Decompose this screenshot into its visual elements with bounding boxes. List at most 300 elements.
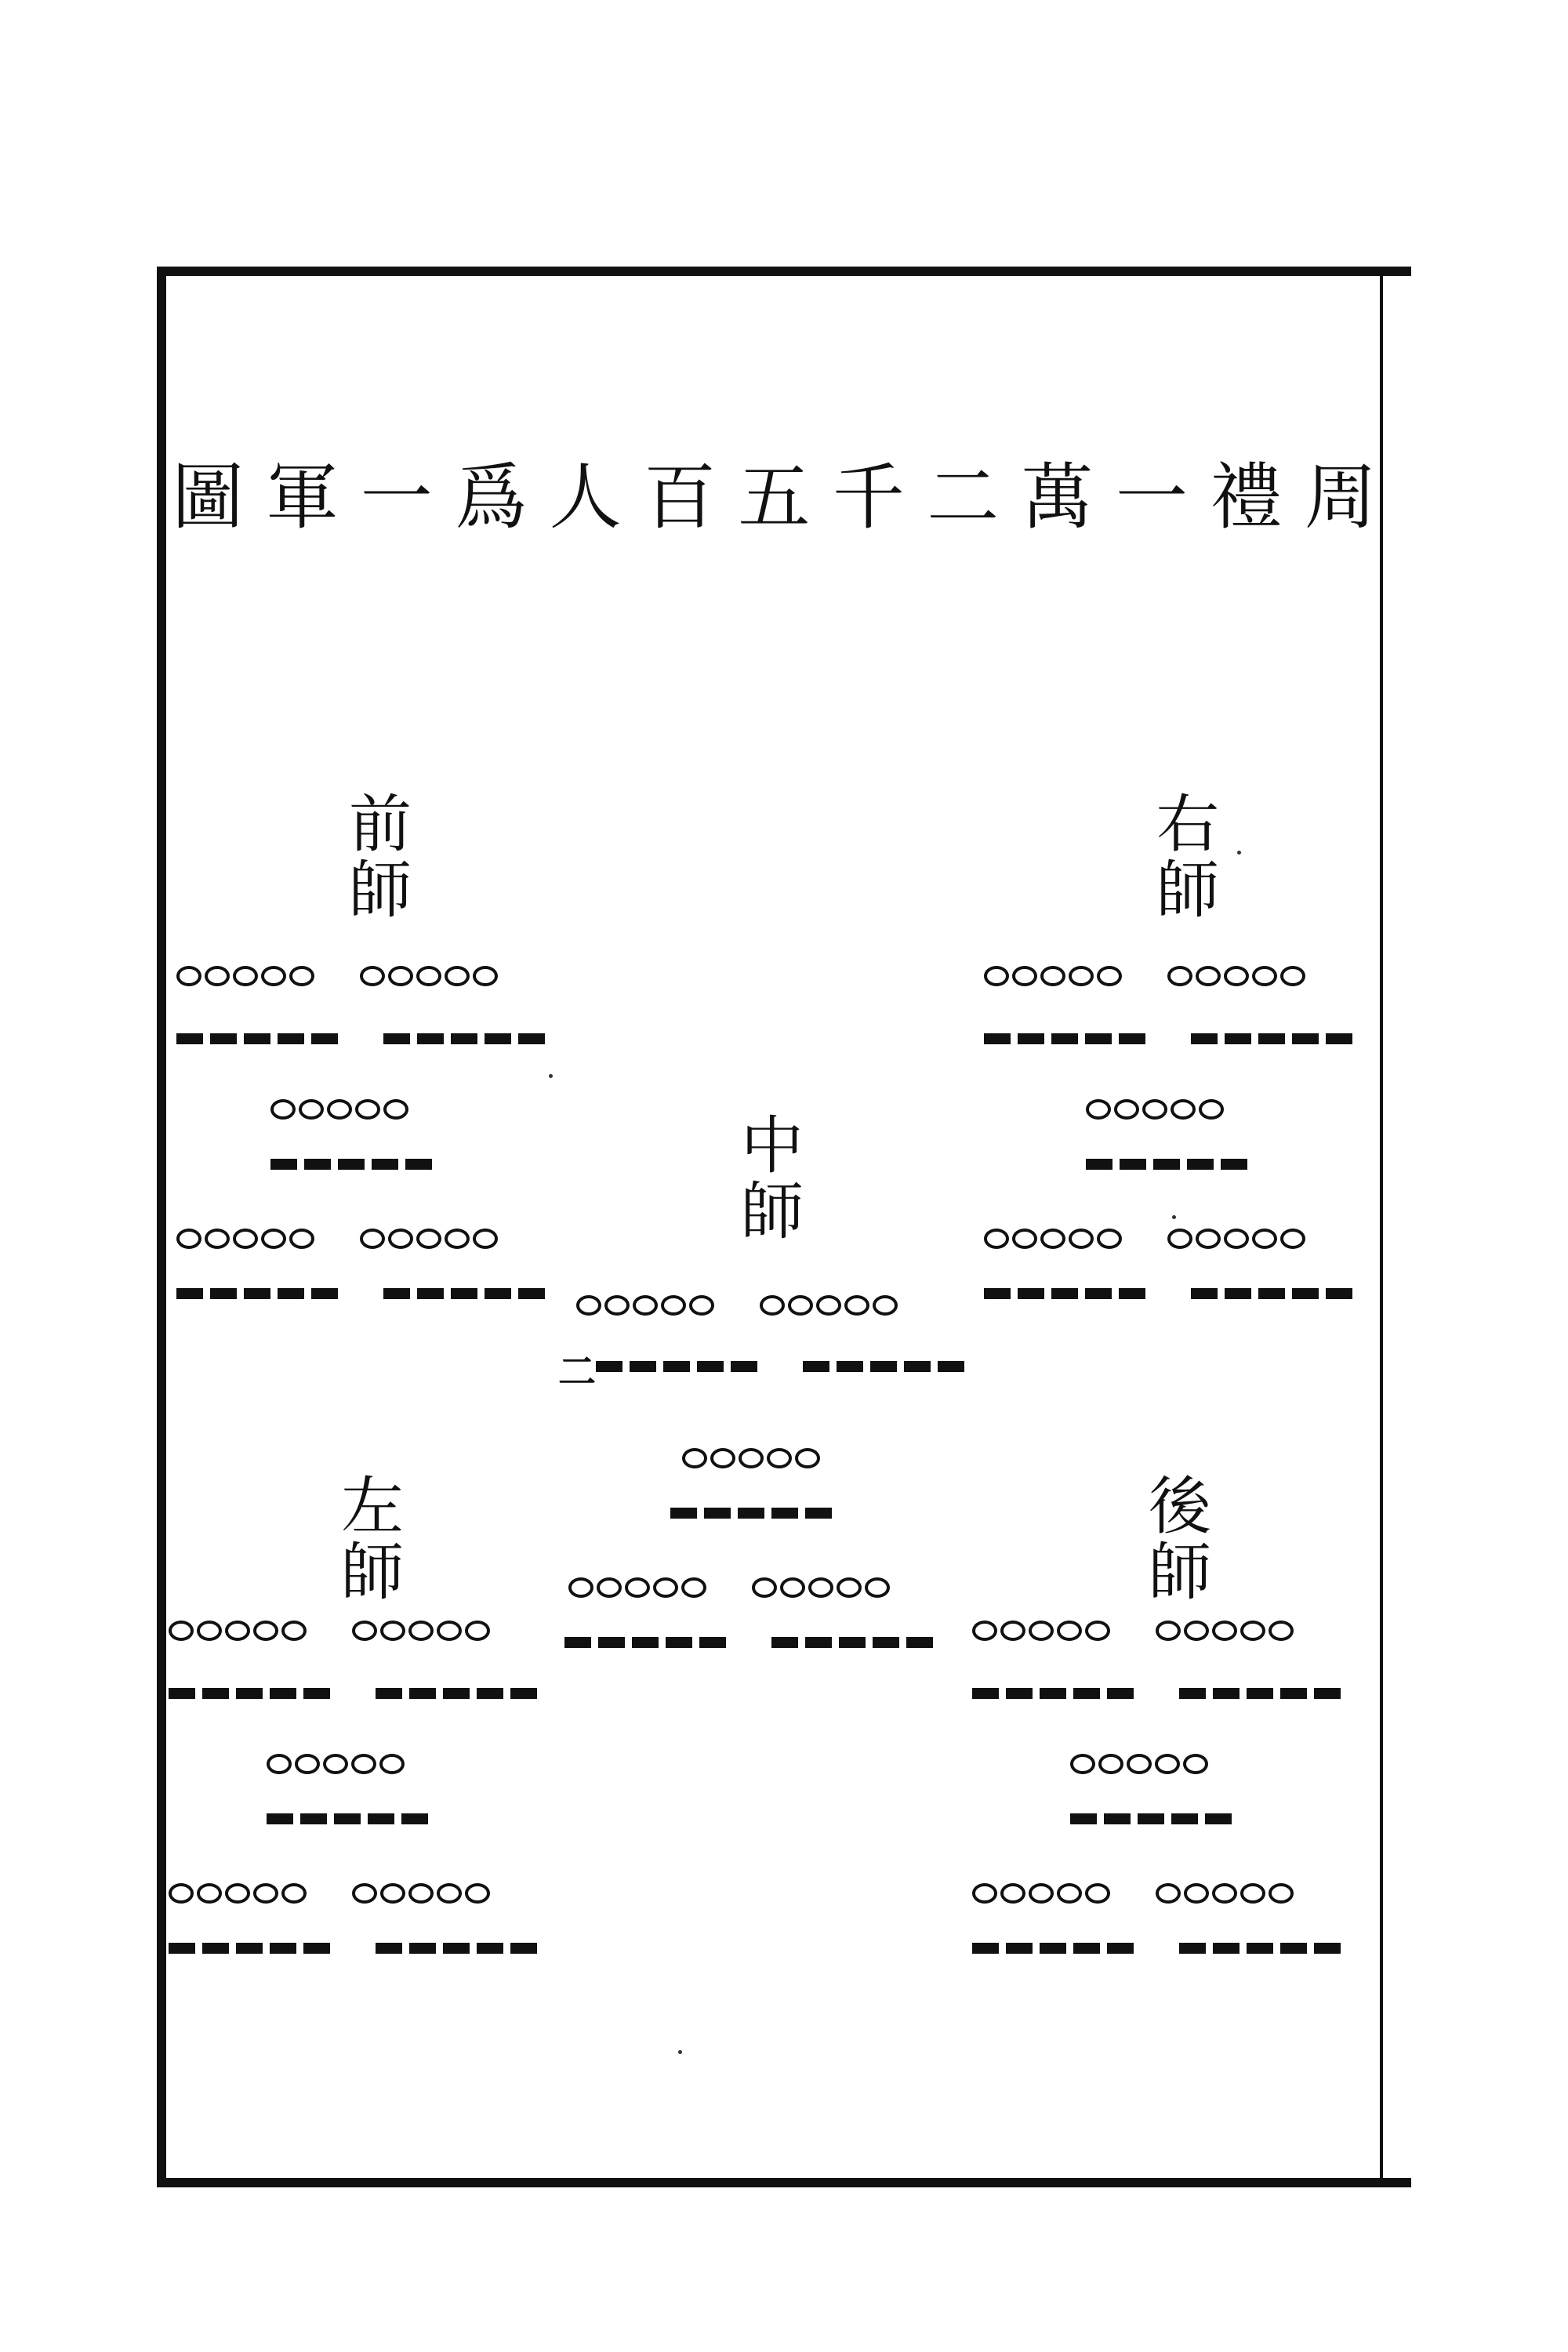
- soldier-dash-group: [972, 1943, 1134, 1954]
- soldier-circle-icon: [380, 1883, 405, 1904]
- soldier-circle-icon: [289, 966, 314, 986]
- soldier-dash-icon: [376, 1688, 402, 1699]
- soldier-dash-icon: [244, 1033, 270, 1044]
- soldier-circle-icon: [1040, 1229, 1065, 1249]
- soldier-circle-icon: [261, 966, 286, 986]
- soldier-circle-icon: [1029, 1621, 1054, 1641]
- soldier-dash-icon: [338, 1159, 365, 1170]
- soldier-dash-group: [984, 1033, 1145, 1044]
- dash-row: [1070, 1799, 1232, 1838]
- soldier-circle-icon: [844, 1295, 869, 1316]
- soldier-dash-icon: [303, 1688, 330, 1699]
- circle-row: [176, 956, 498, 996]
- title-char: 五: [738, 456, 811, 539]
- soldier-dash-group: [1179, 1688, 1341, 1699]
- soldier-dash-group: [564, 1637, 726, 1648]
- soldier-circle-icon: [1155, 1754, 1180, 1774]
- soldier-dash-icon: [1205, 1813, 1232, 1824]
- soldier-dash-icon: [839, 1637, 866, 1648]
- soldier-circle-group: [984, 966, 1122, 986]
- soldier-circle-icon: [197, 1621, 222, 1641]
- soldier-dash-icon: [477, 1943, 503, 1954]
- soldier-dash-icon: [443, 1688, 470, 1699]
- page-frame-right-rule: [1380, 276, 1383, 2178]
- soldier-circle-icon: [360, 1229, 385, 1249]
- soldier-circle-icon: [225, 1883, 250, 1904]
- soldier-dash-icon: [1086, 1159, 1112, 1170]
- circle-row: [267, 1744, 405, 1784]
- soldier-dash-icon: [1225, 1033, 1251, 1044]
- soldier-circle-icon: [295, 1754, 320, 1774]
- soldier-circle-icon: [795, 1448, 820, 1468]
- soldier-circle-icon: [1196, 966, 1221, 986]
- soldier-circle-icon: [1240, 1621, 1265, 1641]
- title-char: 一: [1116, 456, 1189, 539]
- soldier-circle-icon: [1199, 1099, 1224, 1120]
- soldier-dash-icon: [485, 1033, 511, 1044]
- soldier-circle-icon: [233, 1229, 258, 1249]
- soldier-dash-icon: [510, 1688, 537, 1699]
- soldier-circle-icon: [352, 1621, 377, 1641]
- circle-row: [568, 1568, 890, 1607]
- soldier-dash-icon: [1314, 1688, 1341, 1699]
- soldier-dash-icon: [169, 1943, 195, 1954]
- soldier-dash-icon: [368, 1813, 394, 1824]
- soldier-dash-icon: [805, 1637, 832, 1648]
- soldier-circle-icon: [1114, 1099, 1139, 1120]
- soldier-dash-icon: [938, 1361, 964, 1372]
- soldier-circle-group: [267, 1754, 405, 1774]
- soldier-dash-icon: [1040, 1943, 1066, 1954]
- soldier-circle-group: [760, 1295, 898, 1316]
- soldier-circle-icon: [1171, 1099, 1196, 1120]
- dash-row: [270, 1145, 432, 1184]
- soldier-dash-group: [1191, 1033, 1352, 1044]
- soldier-circle-group: [972, 1883, 1110, 1904]
- dash-row: [1086, 1145, 1247, 1184]
- soldier-dash-icon: [984, 1288, 1011, 1299]
- title-char: 人: [549, 456, 622, 539]
- soldier-circle-icon: [780, 1577, 805, 1598]
- soldier-circle-icon: [267, 1754, 292, 1774]
- front-label-char: 師: [349, 854, 412, 927]
- dash-row: [169, 1929, 537, 1968]
- soldier-dash-icon: [771, 1508, 798, 1519]
- soldier-circle-group: [984, 1229, 1122, 1249]
- circle-row: [984, 1219, 1305, 1258]
- soldier-dash-icon: [1280, 1943, 1307, 1954]
- soldier-dash-icon: [311, 1288, 338, 1299]
- soldier-circle-icon: [205, 966, 230, 986]
- soldier-circle-icon: [205, 1229, 230, 1249]
- soldier-circle-icon: [1057, 1883, 1082, 1904]
- title-char: 禮: [1210, 456, 1283, 539]
- soldier-circle-icon: [169, 1621, 194, 1641]
- soldier-circle-icon: [299, 1099, 324, 1120]
- soldier-dash-icon: [1247, 1943, 1273, 1954]
- soldier-circle-icon: [984, 966, 1009, 986]
- diagram-title: [169, 447, 1380, 549]
- soldier-circle-icon: [1070, 1754, 1095, 1774]
- soldier-dash-group: [1086, 1159, 1247, 1170]
- soldier-dash-icon: [300, 1813, 327, 1824]
- soldier-circle-icon: [752, 1577, 777, 1598]
- soldier-circle-icon: [408, 1883, 434, 1904]
- soldier-circle-icon: [1252, 966, 1277, 986]
- ink-speck: [1172, 1215, 1176, 1219]
- soldier-dash-icon: [1073, 1943, 1100, 1954]
- soldier-dash-icon: [1292, 1288, 1319, 1299]
- soldier-circle-group: [352, 1883, 490, 1904]
- soldier-dash-icon: [210, 1033, 237, 1044]
- soldier-dash-icon: [1107, 1688, 1134, 1699]
- soldier-dash-icon: [278, 1288, 304, 1299]
- soldier-dash-icon: [1107, 1943, 1134, 1954]
- soldier-dash-icon: [417, 1033, 444, 1044]
- soldier-dash-icon: [303, 1943, 330, 1954]
- soldier-circle-icon: [327, 1099, 352, 1120]
- soldier-circle-icon: [1097, 1229, 1122, 1249]
- soldier-dash-icon: [870, 1361, 897, 1372]
- soldier-circle-icon: [604, 1295, 630, 1316]
- soldier-circle-icon: [445, 1229, 470, 1249]
- soldier-circle-icon: [808, 1577, 833, 1598]
- soldier-circle-icon: [233, 966, 258, 986]
- soldier-dash-group: [383, 1033, 545, 1044]
- soldier-circle-icon: [689, 1295, 714, 1316]
- soldier-dash-group: [376, 1943, 537, 1954]
- soldier-circle-icon: [1196, 1229, 1221, 1249]
- title-char: 一: [360, 456, 433, 539]
- soldier-dash-icon: [1104, 1813, 1131, 1824]
- soldier-circle-icon: [1086, 1099, 1111, 1120]
- soldier-circle-icon: [837, 1577, 862, 1598]
- soldier-circle-icon: [281, 1621, 307, 1641]
- dash-row: [972, 1674, 1341, 1713]
- soldier-circle-icon: [437, 1621, 462, 1641]
- soldier-dash-icon: [805, 1508, 832, 1519]
- soldier-circle-icon: [739, 1448, 764, 1468]
- ink-speck: [549, 1074, 553, 1078]
- soldier-dash-icon: [1006, 1943, 1033, 1954]
- soldier-circle-icon: [681, 1577, 706, 1598]
- soldier-dash-icon: [972, 1943, 999, 1954]
- soldier-circle-icon: [1240, 1883, 1265, 1904]
- soldier-dash-icon: [1040, 1688, 1066, 1699]
- soldier-circle-icon: [1183, 1754, 1208, 1774]
- soldier-circle-icon: [1269, 1621, 1294, 1641]
- soldier-dash-icon: [202, 1688, 229, 1699]
- soldier-circle-icon: [1269, 1883, 1294, 1904]
- circle-row: [169, 1874, 490, 1913]
- soldier-dash-icon: [372, 1159, 398, 1170]
- soldier-dash-icon: [270, 1159, 297, 1170]
- soldier-dash-icon: [1187, 1159, 1214, 1170]
- soldier-circle-group: [568, 1577, 706, 1598]
- soldier-circle-icon: [388, 966, 413, 986]
- soldier-dash-icon: [1051, 1033, 1078, 1044]
- soldier-circle-icon: [1184, 1621, 1209, 1641]
- soldier-circle-icon: [176, 966, 201, 986]
- soldier-dash-group: [1179, 1943, 1341, 1954]
- dash-row: [169, 1674, 537, 1713]
- soldier-circle-icon: [873, 1295, 898, 1316]
- soldier-dash-icon: [202, 1943, 229, 1954]
- soldier-dash-icon: [1018, 1288, 1044, 1299]
- soldier-dash-group: [376, 1688, 537, 1699]
- soldier-dash-group: [176, 1033, 338, 1044]
- soldier-circle-icon: [323, 1754, 348, 1774]
- circle-row: [682, 1439, 820, 1478]
- soldier-circle-icon: [568, 1577, 593, 1598]
- soldier-dash-icon: [270, 1688, 296, 1699]
- soldier-circle-icon: [1040, 966, 1065, 986]
- soldier-dash-group: [803, 1361, 964, 1372]
- soldier-dash-icon: [1292, 1033, 1319, 1044]
- soldier-circle-icon: [383, 1099, 408, 1120]
- soldier-dash-icon: [1258, 1288, 1285, 1299]
- ink-speck: [1237, 851, 1241, 855]
- title-char: 萬: [1021, 456, 1094, 539]
- soldier-dash-icon: [270, 1943, 296, 1954]
- soldier-dash-group: [771, 1637, 933, 1648]
- soldier-dash-group: [670, 1508, 832, 1519]
- dash-row: [984, 1019, 1352, 1058]
- dash-row: [564, 1623, 933, 1662]
- title-char: 軍: [266, 456, 339, 539]
- soldier-circle-group: [1167, 1229, 1305, 1249]
- soldier-dash-icon: [1051, 1288, 1078, 1299]
- soldier-circle-icon: [1085, 1883, 1110, 1904]
- soldier-dash-icon: [1138, 1813, 1164, 1824]
- center-label-char: 師: [741, 1175, 804, 1248]
- soldier-circle-group: [752, 1577, 890, 1598]
- soldier-circle-icon: [360, 966, 385, 986]
- soldier-circle-group: [1167, 966, 1305, 986]
- soldier-dash-icon: [1073, 1688, 1100, 1699]
- dash-row: [670, 1494, 832, 1533]
- soldier-dash-icon: [906, 1637, 933, 1648]
- soldier-dash-icon: [1085, 1033, 1112, 1044]
- soldier-dash-icon: [904, 1361, 931, 1372]
- title-char: 圖: [171, 456, 244, 539]
- soldier-dash-icon: [972, 1688, 999, 1699]
- soldier-dash-icon: [598, 1637, 625, 1648]
- soldier-circle-icon: [1167, 966, 1192, 986]
- soldier-circle-icon: [176, 1229, 201, 1249]
- soldier-circle-icon: [1127, 1754, 1152, 1774]
- circle-row: [270, 1090, 408, 1129]
- soldier-circle-icon: [261, 1229, 286, 1249]
- soldier-dash-icon: [1314, 1943, 1341, 1954]
- circle-row: [176, 1219, 498, 1258]
- soldier-dash-icon: [666, 1637, 692, 1648]
- soldier-dash-icon: [485, 1288, 511, 1299]
- circle-row: [1086, 1090, 1224, 1129]
- soldier-dash-icon: [771, 1637, 798, 1648]
- soldier-dash-icon: [1070, 1813, 1097, 1824]
- soldier-circle-icon: [473, 966, 498, 986]
- soldier-dash-icon: [1213, 1943, 1240, 1954]
- soldier-dash-icon: [236, 1943, 263, 1954]
- soldier-dash-icon: [1153, 1159, 1180, 1170]
- soldier-circle-icon: [465, 1883, 490, 1904]
- title-char: 二: [927, 456, 1000, 539]
- soldier-dash-group: [383, 1288, 545, 1299]
- left-label-char: 師: [341, 1536, 404, 1609]
- soldier-circle-group: [169, 1621, 307, 1641]
- soldier-dash-icon: [510, 1943, 537, 1954]
- soldier-dash-icon: [1006, 1688, 1033, 1699]
- soldier-circle-icon: [281, 1883, 307, 1904]
- rear-label-char: 後: [1149, 1470, 1211, 1543]
- soldier-dash-group: [267, 1813, 428, 1824]
- soldier-circle-icon: [1224, 966, 1249, 986]
- soldier-circle-icon: [661, 1295, 686, 1316]
- soldier-circle-icon: [1184, 1883, 1209, 1904]
- dash-row: [176, 1274, 545, 1313]
- soldier-circle-icon: [1097, 966, 1122, 986]
- soldier-dash-group: [1070, 1813, 1232, 1824]
- soldier-dash-icon: [663, 1361, 690, 1372]
- soldier-dash-group: [984, 1288, 1145, 1299]
- soldier-circle-group: [176, 1229, 314, 1249]
- soldier-circle-icon: [767, 1448, 792, 1468]
- soldier-circle-icon: [408, 1621, 434, 1641]
- rear-label-char: 師: [1149, 1536, 1211, 1609]
- soldier-circle-icon: [465, 1621, 490, 1641]
- soldier-dash-icon: [376, 1943, 402, 1954]
- rear-division-label: [1141, 1470, 1219, 1609]
- soldier-dash-icon: [244, 1288, 270, 1299]
- circle-row: [972, 1611, 1294, 1650]
- soldier-circle-icon: [437, 1883, 462, 1904]
- soldier-circle-icon: [1280, 1229, 1305, 1249]
- soldier-dash-icon: [1171, 1813, 1198, 1824]
- soldier-circle-group: [972, 1621, 1110, 1641]
- dash-row: [267, 1799, 428, 1838]
- soldier-circle-icon: [1029, 1883, 1054, 1904]
- soldier-circle-group: [169, 1883, 307, 1904]
- page-frame-bottom-stub: [1383, 2178, 1411, 2187]
- soldier-circle-icon: [1252, 1229, 1277, 1249]
- soldier-dash-icon: [1179, 1943, 1206, 1954]
- soldier-dash-icon: [451, 1033, 477, 1044]
- soldier-dash-icon: [176, 1033, 203, 1044]
- soldier-circle-icon: [1069, 966, 1094, 986]
- soldier-circle-group: [270, 1099, 408, 1120]
- soldier-circle-icon: [972, 1883, 997, 1904]
- right-division-label: [1149, 788, 1227, 927]
- soldier-dash-icon: [1280, 1688, 1307, 1699]
- soldier-circle-icon: [633, 1295, 658, 1316]
- soldier-dash-icon: [1258, 1033, 1285, 1044]
- soldier-dash-icon: [699, 1637, 726, 1648]
- right-label-char: 右: [1156, 788, 1219, 861]
- soldier-dash-icon: [1191, 1033, 1218, 1044]
- soldier-circle-group: [682, 1448, 820, 1468]
- soldier-dash-icon: [401, 1813, 428, 1824]
- soldier-circle-icon: [379, 1754, 405, 1774]
- soldier-circle-group: [576, 1295, 714, 1316]
- soldier-dash-icon: [278, 1033, 304, 1044]
- soldier-dash-icon: [697, 1361, 724, 1372]
- soldier-circle-icon: [416, 966, 441, 986]
- soldier-dash-icon: [1247, 1688, 1273, 1699]
- page-frame-top-stub: [1383, 267, 1411, 276]
- soldier-circle-icon: [597, 1577, 622, 1598]
- soldier-circle-group: [1070, 1754, 1208, 1774]
- circle-row: [972, 1874, 1294, 1913]
- soldier-circle-group: [360, 966, 498, 986]
- soldier-circle-icon: [1156, 1621, 1181, 1641]
- soldier-dash-icon: [1225, 1288, 1251, 1299]
- soldier-circle-icon: [1069, 1229, 1094, 1249]
- circle-row: [169, 1611, 490, 1650]
- soldier-circle-group: [1156, 1621, 1294, 1641]
- soldier-dash-icon: [1179, 1688, 1206, 1699]
- soldier-circle-icon: [225, 1621, 250, 1641]
- soldier-dash-icon: [984, 1033, 1011, 1044]
- soldier-dash-icon: [1213, 1688, 1240, 1699]
- soldier-dash-icon: [236, 1688, 263, 1699]
- soldier-circle-icon: [289, 1229, 314, 1249]
- soldier-circle-group: [176, 966, 314, 986]
- soldier-circle-icon: [1280, 966, 1305, 986]
- soldier-dash-icon: [630, 1361, 656, 1372]
- soldier-dash-icon: [1085, 1288, 1112, 1299]
- front-label-char: 前: [349, 788, 412, 861]
- soldier-dash-icon: [405, 1159, 432, 1170]
- soldier-circle-icon: [352, 1883, 377, 1904]
- soldier-dash-icon: [803, 1361, 829, 1372]
- soldier-dash-icon: [210, 1288, 237, 1299]
- soldier-circle-icon: [380, 1621, 405, 1641]
- soldier-circle-icon: [253, 1621, 278, 1641]
- center-numeral-mark: 二: [558, 1350, 597, 1394]
- soldier-dash-icon: [304, 1159, 331, 1170]
- soldier-circle-icon: [1085, 1621, 1110, 1641]
- soldier-circle-icon: [355, 1099, 380, 1120]
- soldier-circle-icon: [710, 1448, 735, 1468]
- soldier-dash-group: [270, 1159, 432, 1170]
- soldier-dash-icon: [731, 1361, 757, 1372]
- soldier-circle-icon: [653, 1577, 678, 1598]
- center-label-char: 中: [741, 1109, 804, 1182]
- soldier-dash-group: [1191, 1288, 1352, 1299]
- soldier-circle-icon: [972, 1621, 997, 1641]
- soldier-dash-group: [972, 1688, 1134, 1699]
- soldier-dash-icon: [1018, 1033, 1044, 1044]
- soldier-dash-icon: [176, 1288, 203, 1299]
- right-label-char: 師: [1156, 854, 1219, 927]
- soldier-dash-group: [169, 1943, 330, 1954]
- soldier-dash-icon: [518, 1033, 545, 1044]
- circle-row: [1070, 1744, 1208, 1784]
- soldier-dash-icon: [443, 1943, 470, 1954]
- soldier-circle-icon: [445, 966, 470, 986]
- soldier-dash-icon: [409, 1688, 436, 1699]
- dash-row: [984, 1274, 1352, 1313]
- soldier-circle-icon: [253, 1883, 278, 1904]
- circle-row: [984, 956, 1305, 996]
- soldier-dash-group: [596, 1361, 757, 1372]
- soldier-dash-icon: [670, 1508, 697, 1519]
- title-char: 千: [832, 456, 905, 539]
- soldier-circle-icon: [1212, 1621, 1237, 1641]
- soldier-circle-icon: [760, 1295, 785, 1316]
- soldier-circle-icon: [1012, 966, 1037, 986]
